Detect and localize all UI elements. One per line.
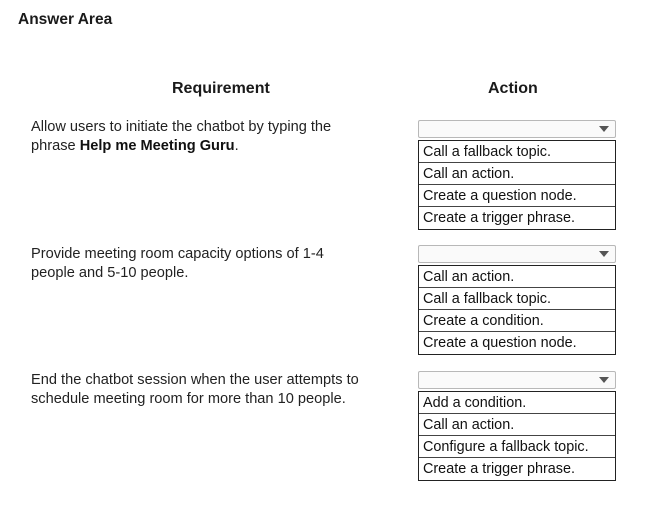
chevron-down-icon[interactable]	[593, 121, 615, 137]
requirement-text-1-bold: Help me Meeting Guru	[79, 137, 235, 154]
action-dropdown-2[interactable]	[418, 245, 616, 355]
dropdown-option[interactable]: Call a fallback topic.	[419, 288, 615, 310]
action-dropdown-1-options	[418, 140, 616, 230]
action-dropdown-2-select[interactable]	[418, 245, 616, 263]
requirement-text-3: End the chatbot session when the user attempts to schedule meeting room for more than 10 people.	[31, 372, 359, 407]
dropdown-option[interactable]: Call an action.	[419, 266, 615, 288]
dropdown-option[interactable]: Call an action.	[419, 163, 615, 185]
dropdown-option[interactable]: Create a question node.	[423, 335, 577, 351]
dropdown-option[interactable]: Configure a fallback topic.	[419, 436, 615, 458]
action-dropdown-2-options	[418, 265, 616, 355]
requirement-text-1-main: Allow users to initiate the chatbot by typing the phrase	[31, 119, 332, 154]
dropdown-option[interactable]: Create a trigger phrase.	[423, 210, 575, 226]
dropdown-option[interactable]: Create a condition.	[419, 310, 615, 332]
dropdown-option[interactable]: Call a fallback topic.	[419, 141, 615, 163]
dropdown-option[interactable]: Call an action.	[419, 414, 615, 436]
action-dropdown-3[interactable]	[418, 371, 616, 481]
action-dropdown-1-select[interactable]	[418, 120, 616, 138]
action-dropdown-1[interactable]	[418, 120, 616, 230]
action-dropdown-3-options	[418, 391, 616, 481]
dropdown-option[interactable]: Create a question node.	[419, 185, 615, 207]
chevron-down-icon[interactable]	[593, 372, 615, 388]
requirement-text-1-end: .	[234, 137, 239, 154]
requirement-text-1	[31, 118, 371, 155]
dropdown-option[interactable]: Create a trigger phrase.	[423, 461, 575, 477]
requirement-text-2: Provide meeting room capacity options of 1-4 people and 5-10 people.	[31, 246, 324, 281]
action-column-header: Action	[488, 80, 538, 97]
requirement-column-header: Requirement	[172, 80, 270, 97]
action-dropdown-3-select[interactable]	[418, 371, 616, 389]
dropdown-option[interactable]: Add a condition.	[419, 392, 615, 414]
chevron-down-icon[interactable]	[593, 246, 615, 262]
answer-area-title: Answer Area	[18, 11, 113, 28]
